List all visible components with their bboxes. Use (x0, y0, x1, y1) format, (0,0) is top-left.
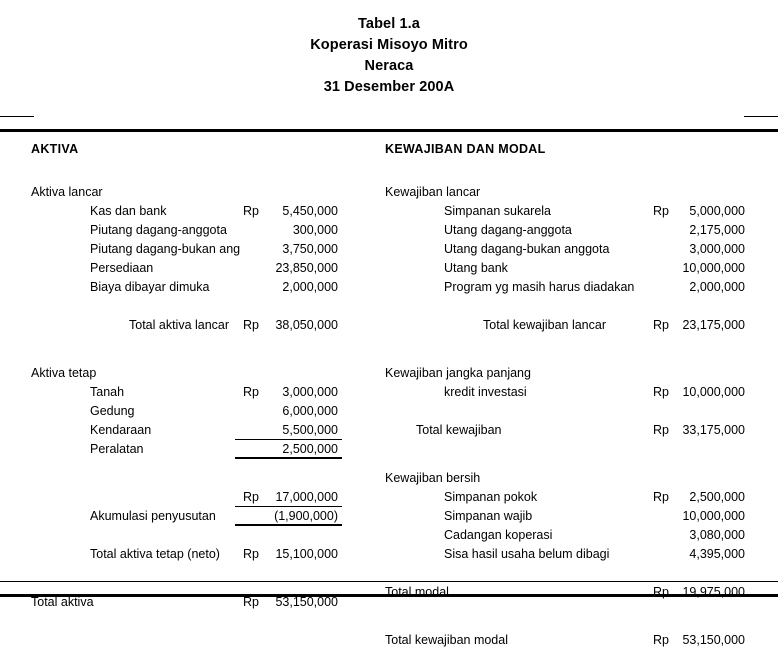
liabilities-current-section-label-row (385, 183, 753, 202)
table-row (31, 402, 376, 421)
spacer (31, 164, 376, 183)
row-amount: 33,175,000 (682, 423, 745, 437)
row-amount: 23,850,000 (275, 261, 338, 275)
row-amount: 3,080,000 (689, 528, 745, 542)
row-label: Utang bank (444, 261, 508, 275)
row-label: Biaya dibayar dimuka (90, 280, 210, 294)
row-label: Piutang dagang-anggota (90, 223, 227, 237)
row-label: Total kewajiban (416, 423, 502, 437)
row-amount: 38,050,000 (275, 318, 338, 332)
spacer (31, 478, 376, 488)
row-currency: Rp (243, 595, 259, 609)
table-row (385, 259, 753, 278)
top-rule-tick-left (0, 116, 34, 117)
row-amount: 3,750,000 (282, 242, 338, 256)
row-amount: 2,500,000 (689, 490, 745, 504)
row-label: Total kewajiban lancar (483, 318, 606, 332)
row-amount: 53,150,000 (275, 595, 338, 609)
spacer (385, 164, 753, 183)
spacer (385, 354, 753, 364)
row-amount: 10,000,000 (682, 385, 745, 399)
row-amount: 2,000,000 (689, 280, 745, 294)
spacer (385, 459, 753, 469)
spacer (385, 297, 753, 316)
table-row (385, 545, 753, 564)
table-row (31, 221, 376, 240)
assets-current-total-row (31, 316, 376, 335)
document-title-block (0, 14, 778, 98)
row-currency: Rp (653, 423, 669, 437)
row-amount: 5,000,000 (689, 204, 745, 218)
row-currency: Rp (243, 204, 259, 218)
row-amount: 5,500,000 (238, 421, 338, 440)
row-amount: 10,000,000 (682, 509, 745, 523)
row-label: Kas dan bank (90, 204, 167, 218)
spacer (31, 526, 376, 545)
table-row (31, 259, 376, 278)
spacer (31, 583, 376, 593)
row-amount: 6,000,000 (282, 404, 338, 418)
header-divider-rule (0, 129, 778, 132)
table-row (385, 221, 753, 240)
row-label: Program yg masih harus diadakan (444, 280, 635, 294)
liabilities-longterm-section-label-row (385, 364, 753, 383)
row-label: Gedung (90, 404, 135, 418)
row-amount: 10,000,000 (682, 261, 745, 275)
table-row (31, 278, 376, 297)
row-label: Simpanan sukarela (444, 204, 552, 218)
row-currency: Rp (653, 585, 669, 599)
row-label: Total aktiva (31, 595, 94, 609)
row-label: Sisa hasil usaha belum dibagi (444, 547, 610, 561)
spacer (31, 335, 376, 354)
assets-fixed-net-total-row (31, 545, 376, 564)
spacer (385, 621, 753, 631)
row-currency: Rp (653, 490, 669, 504)
footer-rule (0, 594, 778, 597)
equity-section-label: Kewajiban bersih (385, 471, 481, 485)
accumulated-depreciation-row (31, 507, 376, 526)
row-amount: 17,000,000 (238, 488, 338, 507)
title-line-date: 31 Desember 200A (323, 79, 455, 95)
table-row (31, 421, 376, 440)
row-label: Cadangan koperasi (444, 528, 553, 542)
row-currency: Rp (243, 490, 259, 504)
table-row (31, 202, 376, 221)
title-line-statement-type: Neraca (364, 58, 414, 74)
row-label: Piutang dagang-bukan ang (90, 242, 241, 256)
row-label: Total modal (385, 585, 449, 599)
row-amount: 2,500,000 (238, 440, 338, 459)
table-row (31, 440, 376, 459)
row-amount: 15,100,000 (275, 547, 338, 561)
row-label: Total aktiva tetap (neto) (90, 547, 220, 561)
liabilities-heading: KEWAJIBAN DAN MODAL (385, 142, 546, 156)
equity-section-label-row (385, 469, 753, 488)
row-amount: 2,175,000 (689, 223, 745, 237)
row-currency: Rp (243, 318, 259, 332)
title-line-organization: Koperasi Misoyo Mitro (310, 37, 468, 53)
liabilities-equity-column (385, 140, 753, 650)
row-currency: Rp (653, 633, 669, 647)
row-label: Total aktiva lancar (129, 318, 230, 332)
assets-fixed-section-label-row (31, 364, 376, 383)
row-amount: 300,000 (292, 223, 338, 237)
table-row (385, 488, 753, 507)
table-row (385, 240, 753, 259)
liabilities-longterm-section-label: Kewajiban jangka panjang (385, 366, 531, 380)
row-label: Utang dagang-bukan anggota (444, 242, 610, 256)
table-row (385, 507, 753, 526)
row-amount: 3,000,000 (282, 385, 338, 399)
assets-current-section-label-row (31, 183, 376, 202)
row-amount: 19,975,000 (682, 585, 745, 599)
row-currency: Rp (653, 204, 669, 218)
row-label: Simpanan pokok (444, 490, 538, 504)
row-amount: (1,900,000) (238, 507, 338, 526)
table-row (31, 240, 376, 259)
row-label: Akumulasi penyusutan (90, 509, 216, 523)
spacer (31, 459, 376, 478)
assets-heading: AKTIVA (31, 142, 79, 156)
table-row (385, 383, 753, 402)
assets-fixed-section-label: Aktiva tetap (31, 366, 97, 380)
assets-fixed-subtotal-row (31, 488, 376, 507)
grand-total-divider-rule (0, 581, 778, 582)
assets-current-section-label: Aktiva lancar (31, 185, 103, 199)
row-currency: Rp (243, 385, 259, 399)
equity-total-row (385, 583, 753, 602)
row-label: Tanah (90, 385, 125, 399)
row-label: Simpanan wajib (444, 509, 533, 523)
row-amount: 4,395,000 (689, 547, 745, 561)
liabilities-total-row (385, 421, 753, 440)
row-label: Total kewajiban modal (385, 633, 508, 647)
liabilities-current-total-row (385, 316, 753, 335)
spacer (31, 297, 376, 316)
title-line-table-number: Tabel 1.a (358, 16, 420, 32)
row-amount: 2,000,000 (282, 280, 338, 294)
row-amount: 5,450,000 (282, 204, 338, 218)
spacer (385, 335, 753, 354)
liabilities-current-section-label: Kewajiban lancar (385, 185, 481, 199)
row-label: Peralatan (90, 442, 144, 456)
row-label: kredit investasi (444, 385, 527, 399)
assets-column (31, 140, 376, 612)
row-currency: Rp (243, 547, 259, 561)
liabilities-equity-grand-total-row (385, 631, 753, 650)
row-currency: Rp (653, 318, 669, 332)
table-row (385, 202, 753, 221)
spacer (385, 402, 753, 421)
table-row (385, 278, 753, 297)
spacer (385, 440, 753, 459)
row-currency: Rp (653, 385, 669, 399)
row-amount: 3,000,000 (689, 242, 745, 256)
table-row (385, 526, 753, 545)
spacer (385, 602, 753, 621)
row-label: Utang dagang-anggota (444, 223, 572, 237)
row-amount: 23,175,000 (682, 318, 745, 332)
row-amount: 53,150,000 (682, 633, 745, 647)
row-label: Kendaraan (90, 423, 152, 437)
table-row (31, 383, 376, 402)
top-rule-tick-right (744, 116, 778, 117)
spacer (31, 354, 376, 364)
row-label: Persediaan (90, 261, 154, 275)
